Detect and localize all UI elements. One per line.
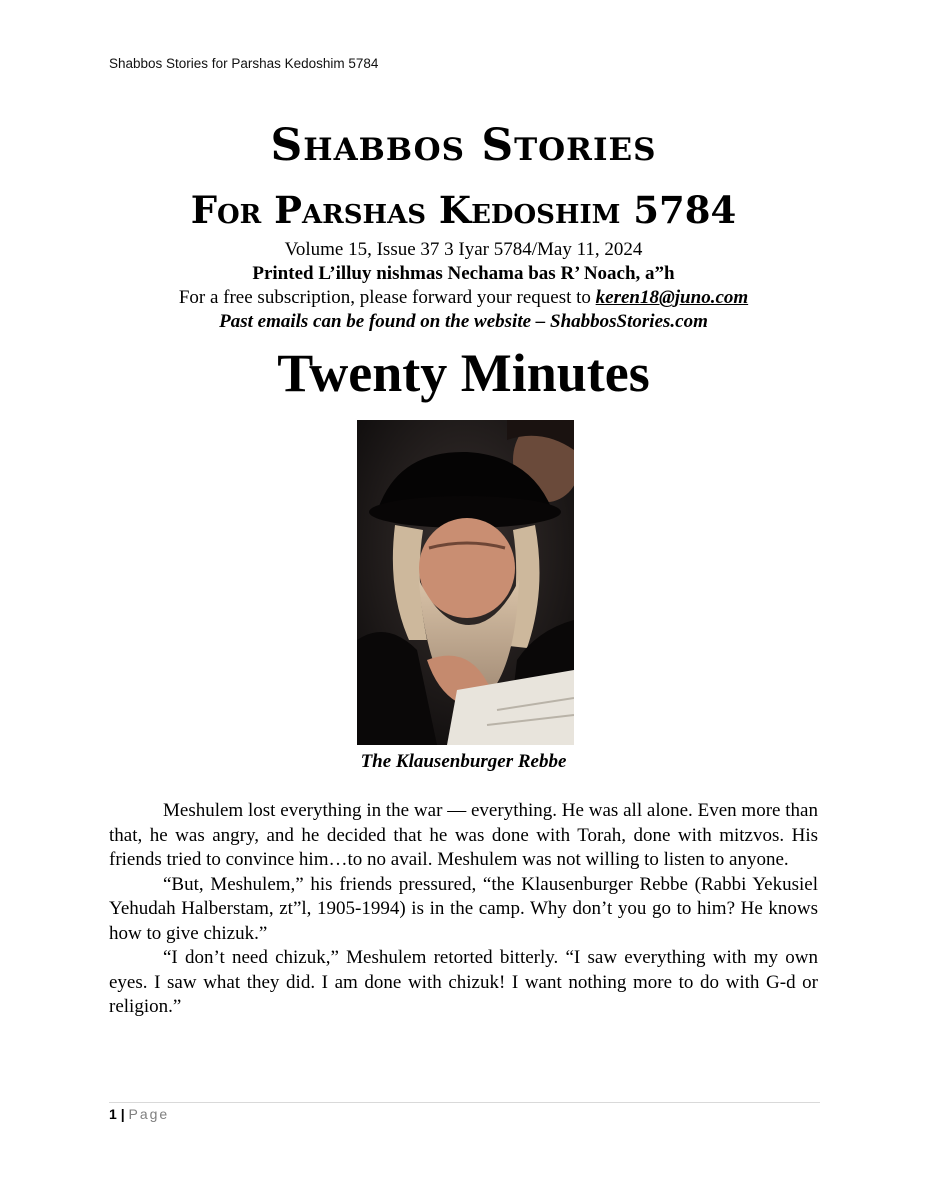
story-body — [109, 799, 818, 1020]
subscription-line — [0, 286, 927, 310]
website-line: Past emails can be found on the website – ShabbosStories.com — [219, 311, 708, 332]
subscription-email-link[interactable]: keren18@juno.com — [595, 287, 749, 308]
dedication-line: Printed L’illuy nishmas Nechama bas R’ Noach, a”h — [252, 263, 675, 284]
photo-caption: The Klausenburger Rebbe — [360, 751, 567, 772]
page-footer — [109, 1106, 169, 1122]
masthead-subtitle: For Parshas Kedoshim 5784 — [190, 188, 737, 232]
story-paragraph: “I don’t need chizuk,” Meshulem retorted bitterly. “I saw everything with my own eyes. I saw what they did. I am done with chizuk! I want nothing more to do with G-d or religion.” — [109, 947, 818, 1017]
rebbe-photo — [357, 420, 574, 745]
volume-line: Volume 15, Issue 37 3 Iyar 5784/May 11, 2024 — [284, 239, 643, 260]
story-paragraph: “But, Meshulem,” his friends pressured, “the Klausenburger Rebbe (Rabbi Yekusiel Yehudah Halberstam, zt”l, 1905-1994) is in the camp. Why don’t you go to him? He knows how to give chizuk.” — [109, 873, 818, 944]
masthead-title: Shabbos Stories — [270, 120, 657, 171]
page-number: 1 — [109, 1106, 117, 1122]
footer-divider — [109, 1102, 820, 1103]
story-paragraph: Meshulem lost everything in the war — everything. He was all alone. Even more than that, he was angry, and he decided that he was done with Torah, done with mitzvos. His friends tried to convince him…to no avail. Meshulem was not willing to listen to anyone. — [109, 800, 818, 870]
running-header: Shabbos Stories for Parshas Kedoshim 5784 — [109, 56, 379, 71]
page-word: Page — [128, 1106, 170, 1122]
footer-separator: | — [120, 1106, 125, 1122]
story-title: Twenty Minutes — [277, 343, 650, 403]
subscription-text: For a free subscription, please forward your request to — [178, 287, 596, 308]
